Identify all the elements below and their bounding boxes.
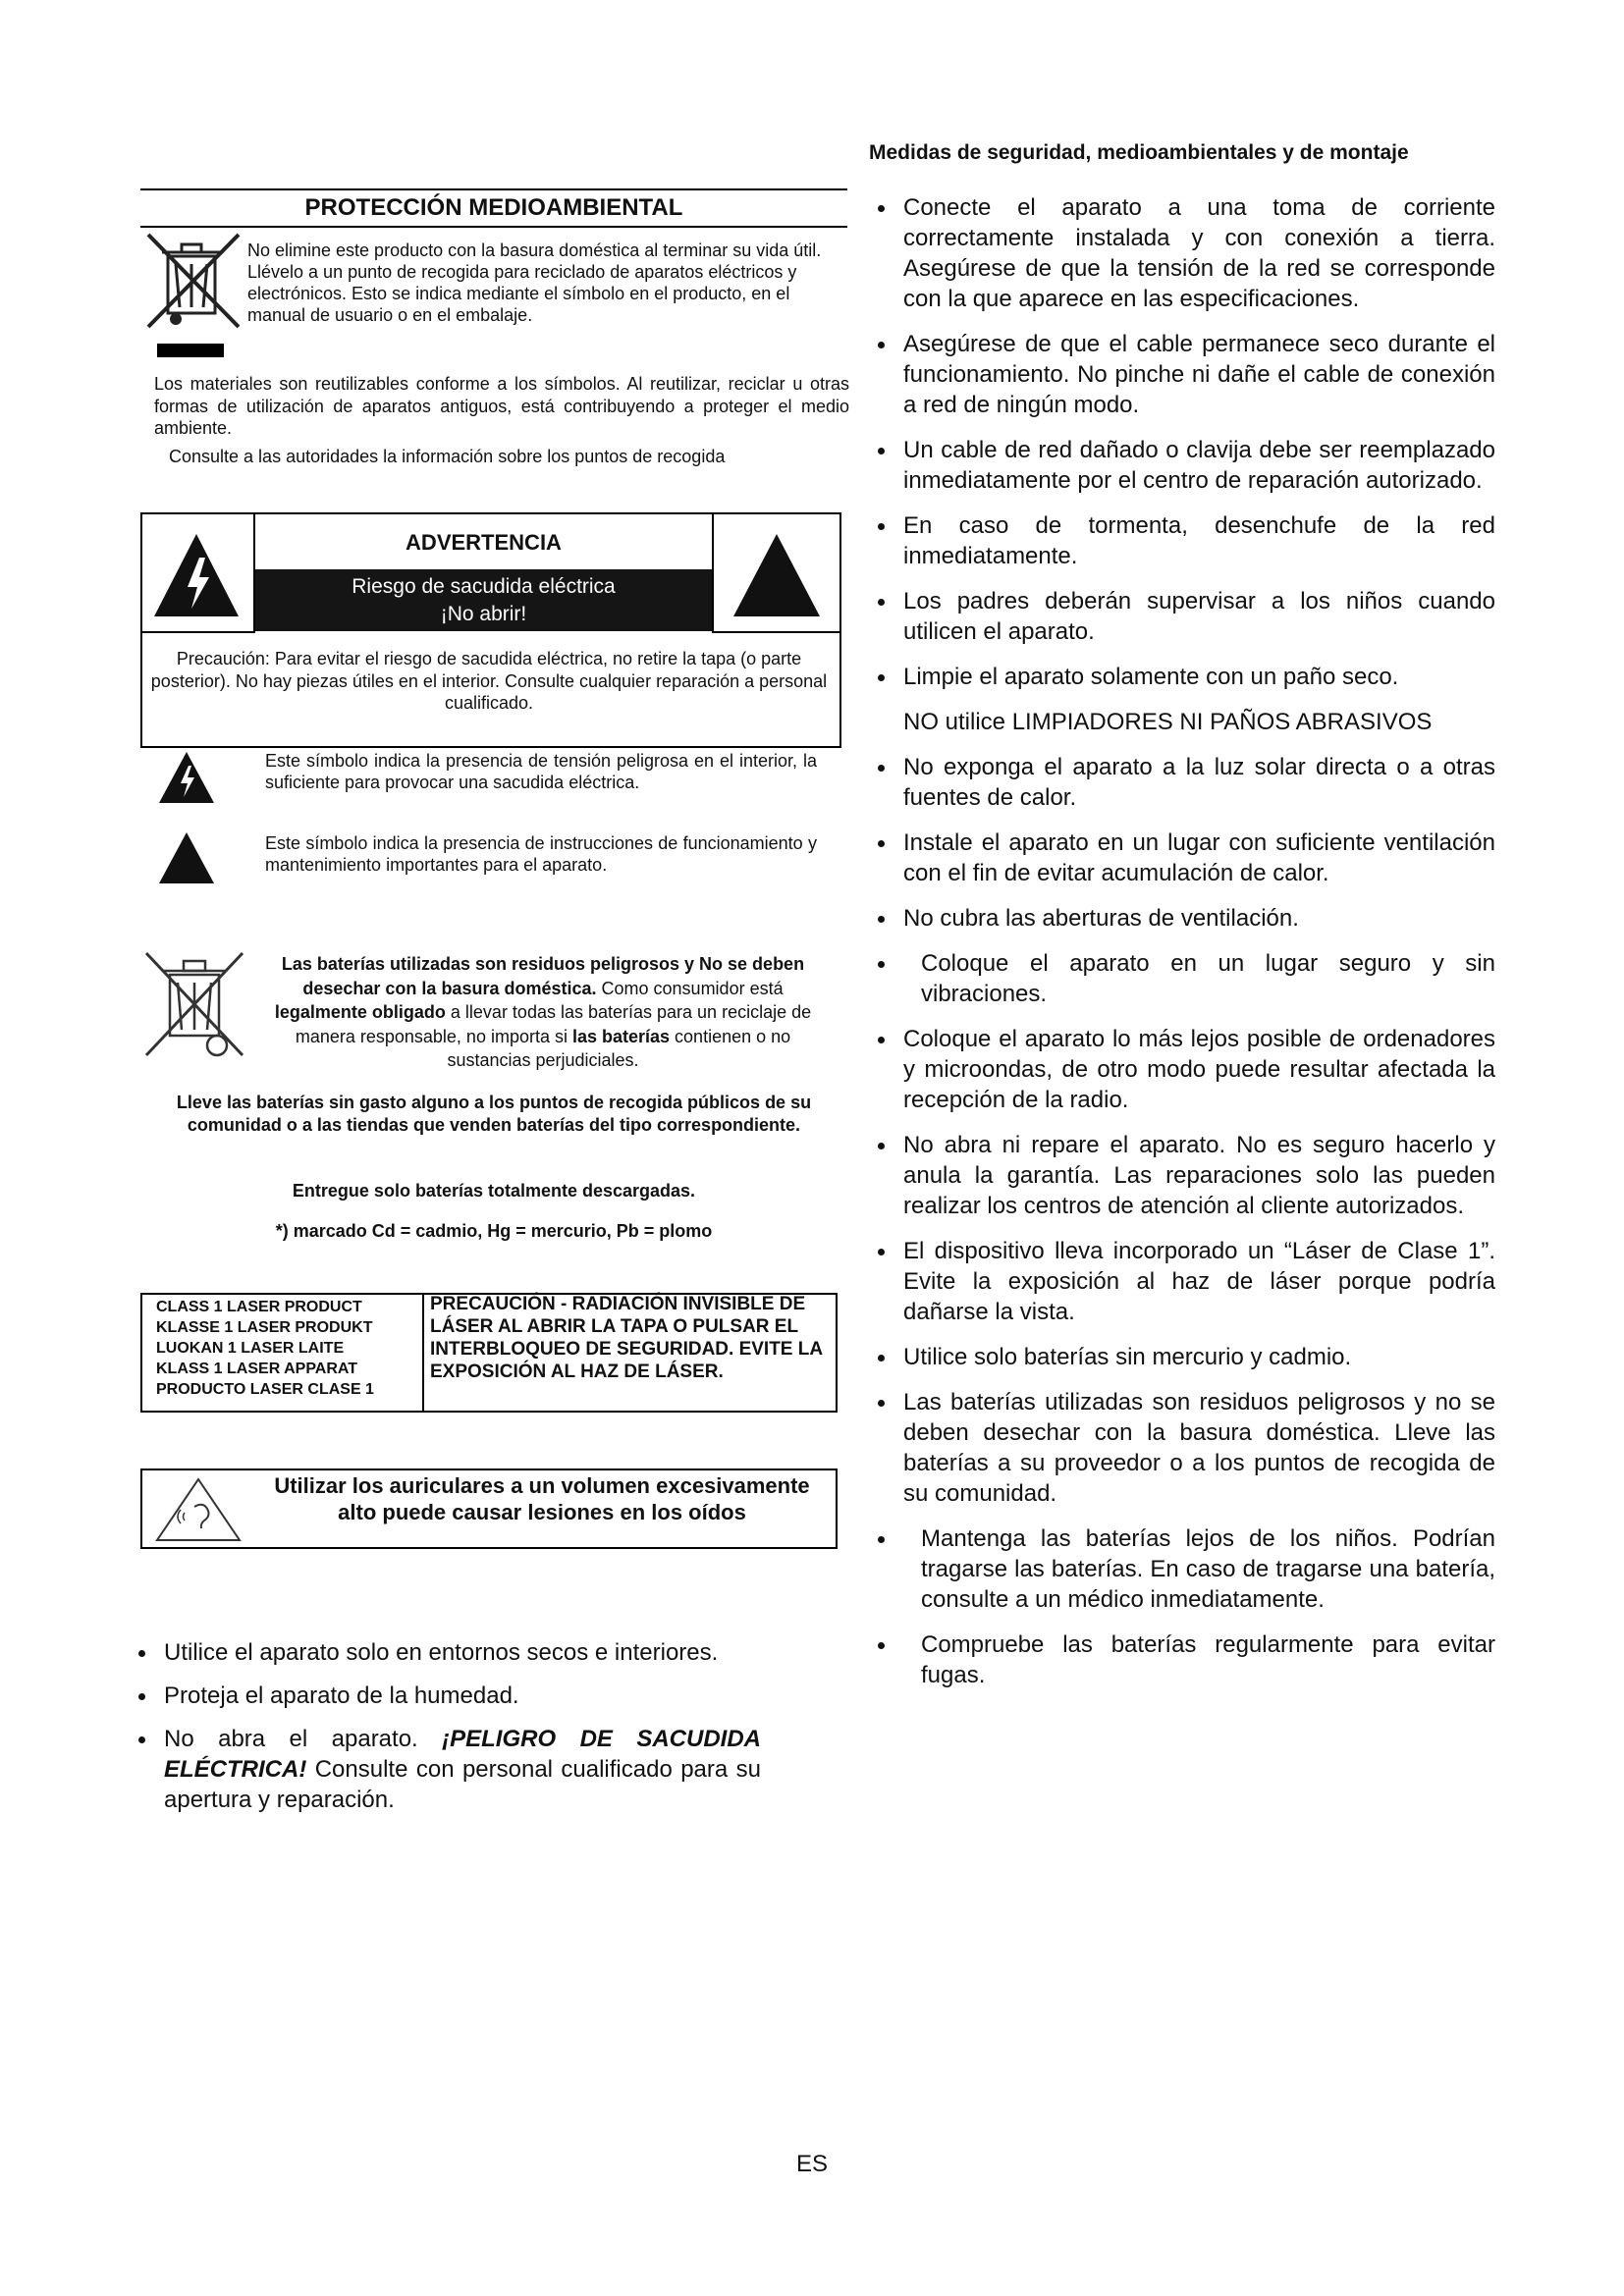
- battery-deliver: Entregue solo baterías totalmente descargadas.: [292, 1181, 696, 1201]
- list-item: Limpie el aparato solamente con un paño seco.: [872, 662, 1495, 692]
- warning-risk-line2: ¡No abrir!: [440, 603, 527, 625]
- hearing-text: Utilizar los auriculares a un volumen excesivamente alto puede causar lesiones en los oídos: [274, 1473, 810, 1524]
- symbol2-text: Este símbolo indica la presencia de instrucciones de funcionamiento y mantenimiento importantes para el aparato.: [265, 833, 817, 875]
- symbol1-text: Este símbolo indica la presencia de tensión peligrosa en el interior, la suficiente para provocar una sacudida eléctrica.: [265, 751, 817, 792]
- list-item: NO utilice LIMPIADORES NI PAÑOS ABRASIVOS: [903, 709, 1433, 735]
- battery-bold3: las baterías: [571, 1026, 671, 1046]
- crossed-bin-icon: [140, 229, 246, 331]
- battery-text3: contienen o no sustancias perjudiciales.: [447, 1026, 791, 1070]
- list-item: Utilice el aparato solo en entornos secos e interiores.: [133, 1637, 761, 1668]
- page-footer-lang: ES: [795, 2151, 828, 2177]
- environment-consult: Consulte a las autoridades la información sobre los puntos de recogida: [169, 447, 726, 466]
- laser-class-line: CLASS 1 LASER PRODUCT: [156, 1299, 362, 1315]
- warning-right-cell: [712, 512, 839, 633]
- laser-class-line: KLASSE 1 LASER PRODUKT: [156, 1319, 373, 1336]
- warning-caution: Precaución: Para evitar el riesgo de sacudida eléctrica, no retire la tapa (o parte posterior). No hay piezas útiles en el interior. Consulte cualquier reparación a personal cualificado.: [150, 649, 828, 713]
- warning-risk-line1: Riesgo de sacudida eléctrica: [352, 575, 616, 598]
- list-item: No abra ni repare el aparato. No es seguro hacerlo y anula la garantía. Las reparaciones solo las pueden realizar los centros de atención al cliente autorizados.: [872, 1130, 1495, 1221]
- left-bullet-list: [133, 1637, 761, 1815]
- list-item: En caso de tormenta, desenchufe de la red inmediatamente.: [872, 510, 1495, 571]
- laser-divider: [422, 1293, 424, 1413]
- battery-marked: *) marcado Cd = cadmio, Hg = mercurio, Pb = plomo: [275, 1221, 713, 1241]
- list-item: Un cable de red dañado o clavija debe ser reemplazado inmediatamente por el centro de reparación autorizado.: [872, 435, 1495, 496]
- right-bullet-list: [872, 192, 1495, 1690]
- page-title: Medidas de seguridad, medioambientales y de montaje: [869, 141, 1409, 164]
- battery-text1: Como consumidor está: [596, 978, 784, 998]
- battery-text2: a llevar todas las baterías para un reciclaje de manera responsable, no importa si: [295, 1002, 812, 1046]
- hearing-warning-icon: [155, 1477, 242, 1542]
- list-item: Utilice solo baterías sin mercurio y cadmio.: [872, 1342, 1495, 1372]
- list-item: Proteja el aparato de la humedad.: [133, 1681, 761, 1711]
- environment-title: PROTECCIÓN MEDIOAMBIENTAL: [140, 188, 847, 228]
- laser-class-line: PRODUCTO LASER CLASE 1: [156, 1381, 374, 1398]
- battery-bring: Lleve las baterías sin gasto alguno a los puntos de recogida públicos de su comunidad o a las tiendas que venden baterías del tipo correspondiente.: [176, 1093, 812, 1135]
- warning-left-cell: [140, 512, 255, 633]
- list-item: No cubra las aberturas de ventilación.: [872, 903, 1495, 934]
- list-item-text: No abra el aparato.: [164, 1726, 443, 1752]
- battery-bin-icon: [140, 947, 248, 1065]
- warning-title: ADVERTENCIA: [406, 530, 562, 555]
- exclamation-warning-icon: [714, 512, 839, 631]
- list-item: Asegúrese de que el cable permanece seco durante el funcionamiento. No pinche ni dañe el cable de conexión a red de ningún modo.: [872, 329, 1495, 420]
- list-item: Mantenga las baterías lejos de los niños. Podrían tragarse las baterías. En caso de tragarse una batería, consulte a un médico inmediatamente.: [872, 1523, 1495, 1615]
- list-item: [133, 1724, 761, 1815]
- list-item: Compruebe las baterías regularmente para evitar fugas.: [872, 1629, 1495, 1690]
- exclamation-symbol-icon: [157, 830, 216, 885]
- laser-classes: [142, 1297, 422, 1400]
- warning-risk-banner: [255, 569, 712, 631]
- battery-bold1: Las baterías utilizadas son residuos peligrosos y No se deben desechar con la basura doméstica.: [281, 954, 805, 998]
- lightning-warning-icon: [140, 512, 253, 631]
- list-item: Coloque el aparato lo más lejos posible de ordenadores y microondas, de otro modo puede resultar afectada la recepción de la radio.: [872, 1024, 1495, 1115]
- laser-class-line: KLASS 1 LASER APPARAT: [156, 1361, 358, 1377]
- laser-caution: PRECAUCIÓN - RADIACIÓN INVISIBLE DE LÁSER AL ABRIR LA TAPA O PULSAR EL INTERBLOQUEO DE SEGURIDAD. EVITE LA EXPOSICIÓN AL HAZ DE LÁSER.: [430, 1294, 823, 1382]
- list-item: No exponga el aparato a la luz solar directa o a otras fuentes de calor.: [872, 752, 1495, 813]
- list-item: Los padres deberán supervisar a los niños cuando utilicen el aparato.: [872, 586, 1495, 647]
- environment-text: No elimine este producto con la basura doméstica al terminar su vida útil. Llévelo a un punto de recogida para reciclado de aparatos eléctricos y electrónicos. Esto se indica mediante el símbolo en el producto, en el manual de usuario o en el embalaje.: [247, 240, 822, 325]
- marking-bar: [157, 344, 224, 357]
- list-item-text: Consulte con personal cualificado para su apertura y reparación.: [164, 1756, 761, 1813]
- environment-materials: Los materiales son reutilizables conforme a los símbolos. Al reutilizar, reciclar u otras formas de utilización de aparatos antiguos, está contribuyendo a proteger el medio ambiente.: [154, 374, 849, 438]
- laser-class-line: LUOKAN 1 LASER LAITE: [156, 1340, 345, 1357]
- list-item: Conecte el aparato a una toma de corriente correctamente instalada y con conexión a tierra. Asegúrese de que la tensión de la red se corresponde con la que aparece en las especificaciones.: [872, 192, 1495, 314]
- battery-notice: [263, 952, 823, 1073]
- list-item: Coloque el aparato en un lugar seguro y sin vibraciones.: [872, 948, 1495, 1009]
- lightning-symbol-icon: [157, 750, 216, 805]
- battery-bold2: legalmente obligado: [274, 1002, 446, 1022]
- list-item: Las baterías utilizadas son residuos peligrosos y no se deben desechar con la basura doméstica. Lleve las baterías a su proveedor o a los puntos de recogida de su comunidad.: [872, 1387, 1495, 1509]
- list-item-emphasis: ¡PELIGRO DE SACUDIDA ELÉCTRICA!: [164, 1726, 761, 1783]
- list-item: Instale el aparato en un lugar con suficiente ventilación con el fin de evitar acumulación de calor.: [872, 828, 1495, 888]
- list-item: El dispositivo lleva incorporado un “Láser de Clase 1”. Evite la exposición al haz de láser porque podría dañarse la vista.: [872, 1236, 1495, 1327]
